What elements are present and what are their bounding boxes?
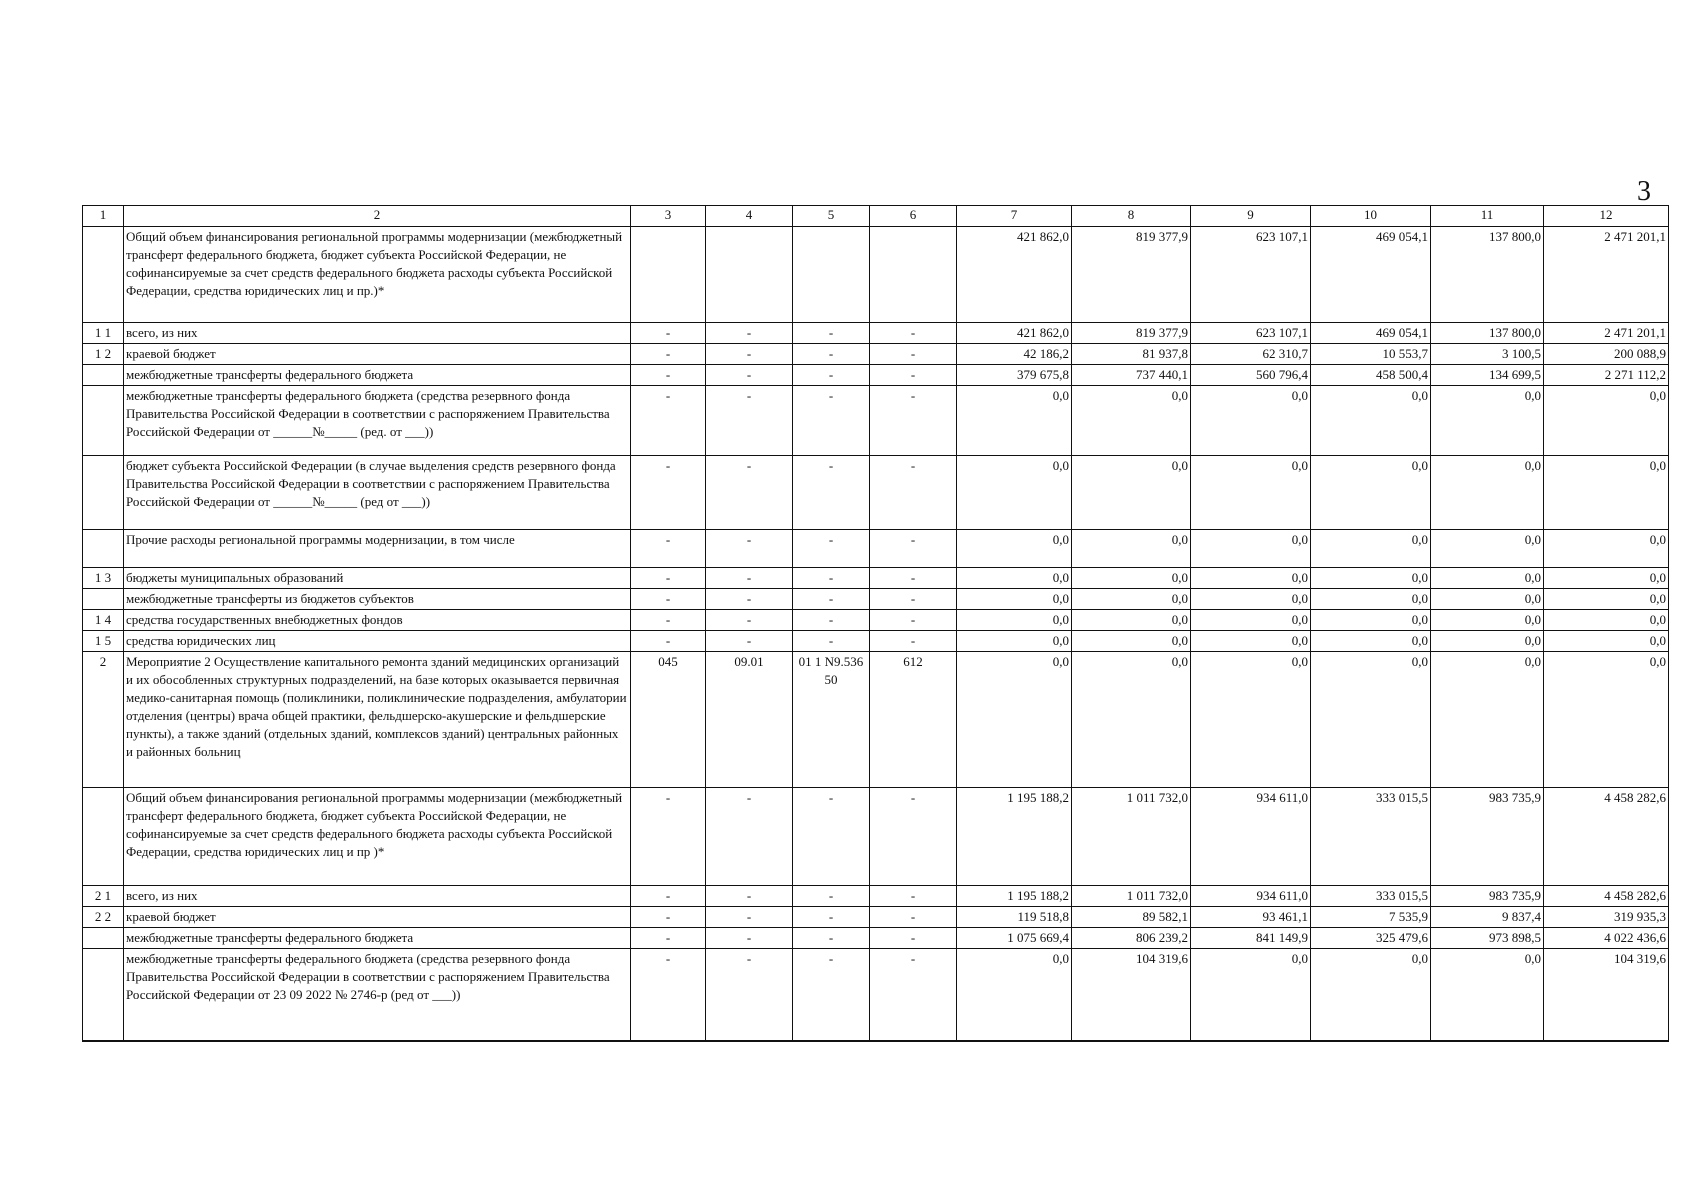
amount-col-11-cell: 0,0 [1431, 456, 1544, 530]
amount-col-8-cell: 1 011 732,0 [1072, 886, 1191, 907]
target-article-cell: - [793, 386, 870, 456]
section-code-cell: - [706, 323, 793, 344]
expense-type-cell: - [870, 788, 957, 886]
amount-col-8-cell: 0,0 [1072, 568, 1191, 589]
column-header: 12 [1544, 206, 1669, 227]
row-index [83, 589, 124, 610]
amount-col-8-cell: 104 319,6 [1072, 949, 1191, 1041]
amount-col-12-cell: 2 471 201,1 [1544, 323, 1669, 344]
amount-col-9-cell: 0,0 [1191, 652, 1311, 788]
amount-col-12-cell: 104 319,6 [1544, 949, 1669, 1041]
column-header: 10 [1311, 206, 1431, 227]
target-article-cell: 01 1 N9.536 50 [793, 652, 870, 788]
amount-col-9-cell: 934 611,0 [1191, 886, 1311, 907]
amount-col-7-cell: 1 195 188,2 [957, 886, 1072, 907]
amount-col-10-cell: 0,0 [1311, 652, 1431, 788]
section-code-cell: - [706, 886, 793, 907]
target-article-cell: - [793, 344, 870, 365]
row-index [83, 928, 124, 949]
amount-col-7-cell: 0,0 [957, 589, 1072, 610]
amount-col-10-cell: 325 479,6 [1311, 928, 1431, 949]
amount-col-8-cell: 819 377,9 [1072, 323, 1191, 344]
amount-col-11-cell: 983 735,9 [1431, 788, 1544, 886]
expense-type-cell: - [870, 344, 957, 365]
amount-col-11-cell: 0,0 [1431, 631, 1544, 652]
page-number: 3 [1637, 176, 1651, 207]
section-code-cell: - [706, 365, 793, 386]
chapter-code-cell: - [631, 323, 706, 344]
amount-col-8-cell: 0,0 [1072, 589, 1191, 610]
row-description: средства юридических лиц [124, 631, 631, 652]
amount-col-9-cell: 0,0 [1191, 631, 1311, 652]
amount-col-7-cell: 421 862,0 [957, 323, 1072, 344]
section-code-cell: - [706, 907, 793, 928]
amount-col-8-cell: 1 011 732,0 [1072, 788, 1191, 886]
chapter-code-cell: - [631, 568, 706, 589]
row-description: бюджеты муниципальных образований [124, 568, 631, 589]
amount-col-11-cell: 973 898,5 [1431, 928, 1544, 949]
target-article-cell: - [793, 907, 870, 928]
row-index: 2 [83, 652, 124, 788]
row-description: всего, из них [124, 886, 631, 907]
row-description: краевой бюджет [124, 907, 631, 928]
amount-col-8-cell: 0,0 [1072, 652, 1191, 788]
amount-col-9-cell: 0,0 [1191, 949, 1311, 1041]
section-code-cell: - [706, 568, 793, 589]
amount-col-9-cell: 0,0 [1191, 386, 1311, 456]
expense-type-cell: - [870, 456, 957, 530]
table-row [83, 928, 1669, 949]
amount-col-10-cell: 469 054,1 [1311, 323, 1431, 344]
amount-col-11-cell: 137 800,0 [1431, 227, 1544, 323]
expense-type-cell: - [870, 386, 957, 456]
amount-col-7-cell: 379 675,8 [957, 365, 1072, 386]
amount-col-7-cell: 42 186,2 [957, 344, 1072, 365]
amount-col-9-cell: 62 310,7 [1191, 344, 1311, 365]
amount-col-11-cell: 0,0 [1431, 530, 1544, 568]
target-article-cell: - [793, 323, 870, 344]
target-article-cell: - [793, 365, 870, 386]
amount-col-12-cell: 0,0 [1544, 589, 1669, 610]
amount-col-10-cell: 0,0 [1311, 456, 1431, 530]
expense-type-cell: - [870, 323, 957, 344]
amount-col-9-cell: 841 149,9 [1191, 928, 1311, 949]
target-article-cell: - [793, 886, 870, 907]
amount-col-10-cell: 333 015,5 [1311, 886, 1431, 907]
table-row [83, 949, 1669, 1041]
row-description: всего, из них [124, 323, 631, 344]
amount-col-12-cell: 4 022 436,6 [1544, 928, 1669, 949]
row-index [83, 227, 124, 323]
amount-col-12-cell: 0,0 [1544, 386, 1669, 456]
amount-col-7-cell: 0,0 [957, 631, 1072, 652]
section-code-cell [706, 227, 793, 323]
amount-col-8-cell: 0,0 [1072, 456, 1191, 530]
column-header: 2 [124, 206, 631, 227]
expense-type-cell: - [870, 928, 957, 949]
target-article-cell: - [793, 788, 870, 886]
target-article-cell: - [793, 456, 870, 530]
amount-col-11-cell: 137 800,0 [1431, 323, 1544, 344]
expense-type-cell: - [870, 530, 957, 568]
chapter-code-cell: - [631, 788, 706, 886]
chapter-code-cell: - [631, 610, 706, 631]
amount-col-11-cell: 9 837,4 [1431, 907, 1544, 928]
row-description: Мероприятие 2 Осуществление капитального ремонта зданий медицинских организаций и их обособленных структурных подразделений, на базе которых оказывается первичная медико-санитарная помощь (поликлиники, поликлинические подразделения, амбулатории отделения (центры) врача общей практики, фельдшерско-акушерские и фельдшерские пункты), а также зданий (отдельных зданий, комплексов зданий) центральных районных и районных больниц [124, 652, 631, 788]
section-code-cell: - [706, 456, 793, 530]
amount-col-11-cell: 0,0 [1431, 589, 1544, 610]
header-row [83, 206, 1669, 227]
table-body [83, 227, 1669, 1041]
amount-col-9-cell: 560 796,4 [1191, 365, 1311, 386]
table-row [83, 344, 1669, 365]
chapter-code-cell: - [631, 386, 706, 456]
amount-col-8-cell: 819 377,9 [1072, 227, 1191, 323]
column-header: 11 [1431, 206, 1544, 227]
column-header: 6 [870, 206, 957, 227]
row-index: 1 4 [83, 610, 124, 631]
amount-col-7-cell: 1 195 188,2 [957, 788, 1072, 886]
section-code-cell: - [706, 344, 793, 365]
amount-col-7-cell: 1 075 669,4 [957, 928, 1072, 949]
target-article-cell [793, 227, 870, 323]
row-index [83, 788, 124, 886]
amount-col-10-cell: 0,0 [1311, 589, 1431, 610]
amount-col-12-cell: 2 271 112,2 [1544, 365, 1669, 386]
row-description: межбюджетные трансферты федерального бюджета [124, 365, 631, 386]
amount-col-12-cell: 4 458 282,6 [1544, 886, 1669, 907]
chapter-code-cell: - [631, 530, 706, 568]
amount-col-11-cell: 0,0 [1431, 386, 1544, 456]
amount-col-8-cell: 0,0 [1072, 631, 1191, 652]
section-code-cell: - [706, 589, 793, 610]
table-row [83, 386, 1669, 456]
expense-type-cell: - [870, 631, 957, 652]
amount-col-10-cell: 0,0 [1311, 530, 1431, 568]
expense-type-cell: - [870, 610, 957, 631]
amount-col-8-cell: 0,0 [1072, 610, 1191, 631]
amount-col-12-cell: 0,0 [1544, 631, 1669, 652]
amount-col-11-cell: 983 735,9 [1431, 886, 1544, 907]
amount-col-12-cell: 0,0 [1544, 610, 1669, 631]
row-index: 2 2 [83, 907, 124, 928]
amount-col-10-cell: 0,0 [1311, 386, 1431, 456]
table-row [83, 788, 1669, 886]
amount-col-10-cell: 10 553,7 [1311, 344, 1431, 365]
expense-type-cell: - [870, 589, 957, 610]
table-row [83, 568, 1669, 589]
amount-col-12-cell: 0,0 [1544, 652, 1669, 788]
table-row [83, 323, 1669, 344]
amount-col-12-cell: 0,0 [1544, 456, 1669, 530]
expense-type-cell: - [870, 365, 957, 386]
amount-col-7-cell: 0,0 [957, 530, 1072, 568]
row-index: 1 1 [83, 323, 124, 344]
amount-col-8-cell: 0,0 [1072, 530, 1191, 568]
amount-col-7-cell: 0,0 [957, 568, 1072, 589]
row-description: средства государственных внебюджетных фондов [124, 610, 631, 631]
target-article-cell: - [793, 949, 870, 1041]
amount-col-11-cell: 0,0 [1431, 610, 1544, 631]
expense-type-cell: - [870, 886, 957, 907]
amount-col-11-cell: 134 699,5 [1431, 365, 1544, 386]
row-description: межбюджетные трансферты из бюджетов субъектов [124, 589, 631, 610]
section-code-cell: - [706, 631, 793, 652]
row-description: Общий объем финансирования региональной программы модернизации (межбюджетный трансферт федерального бюджета, бюджет субъекта Российской Федерации, не софинансируемые за счет средств федерального бюджета расходы субъекта Российской Федерации, средства юридических лиц и пр.)* [124, 227, 631, 323]
table-row [83, 365, 1669, 386]
amount-col-11-cell: 3 100,5 [1431, 344, 1544, 365]
section-code-cell: 09.01 [706, 652, 793, 788]
amount-col-7-cell: 0,0 [957, 456, 1072, 530]
chapter-code-cell: - [631, 365, 706, 386]
table-header [83, 206, 1669, 227]
amount-col-9-cell: 623 107,1 [1191, 323, 1311, 344]
expense-type-cell [870, 227, 957, 323]
row-index [83, 456, 124, 530]
amount-col-11-cell: 0,0 [1431, 568, 1544, 589]
amount-col-12-cell: 0,0 [1544, 530, 1669, 568]
column-header: 9 [1191, 206, 1311, 227]
section-code-cell: - [706, 928, 793, 949]
amount-col-9-cell: 623 107,1 [1191, 227, 1311, 323]
amount-col-10-cell: 0,0 [1311, 568, 1431, 589]
expense-type-cell: - [870, 568, 957, 589]
target-article-cell: - [793, 610, 870, 631]
row-index [83, 365, 124, 386]
amount-col-12-cell: 0,0 [1544, 568, 1669, 589]
row-description: межбюджетные трансферты федерального бюджета [124, 928, 631, 949]
row-index [83, 949, 124, 1041]
amount-col-7-cell: 0,0 [957, 386, 1072, 456]
chapter-code-cell: - [631, 456, 706, 530]
row-description: межбюджетные трансферты федерального бюджета (средства резервного фонда Правительства Российской Федерации в соответствии с распоряжением Правительства Российской Федерации от ______№_____ (ред. от ___)) [124, 386, 631, 456]
amount-col-10-cell: 0,0 [1311, 949, 1431, 1041]
amount-col-12-cell: 319 935,3 [1544, 907, 1669, 928]
row-description: бюджет субъекта Российской Федерации (в случае выделения средств резервного фонда Правительства Российской Федерации в соответствии с распоряжением Правительства Российской Федерации от ______№_____ (ред от ___)) [124, 456, 631, 530]
table-row [83, 907, 1669, 928]
row-index: 1 3 [83, 568, 124, 589]
target-article-cell: - [793, 928, 870, 949]
chapter-code-cell: 045 [631, 652, 706, 788]
financing-table [82, 205, 1669, 1042]
expense-type-cell: - [870, 907, 957, 928]
column-header: 5 [793, 206, 870, 227]
column-header: 8 [1072, 206, 1191, 227]
column-header: 4 [706, 206, 793, 227]
chapter-code-cell: - [631, 928, 706, 949]
chapter-code-cell: - [631, 631, 706, 652]
table-row [83, 456, 1669, 530]
expense-type-cell: - [870, 949, 957, 1041]
column-header: 1 [83, 206, 124, 227]
row-index [83, 530, 124, 568]
target-article-cell: - [793, 568, 870, 589]
expense-type-cell: 612 [870, 652, 957, 788]
amount-col-12-cell: 200 088,9 [1544, 344, 1669, 365]
amount-col-7-cell: 421 862,0 [957, 227, 1072, 323]
section-code-cell: - [706, 949, 793, 1041]
chapter-code-cell: - [631, 589, 706, 610]
row-index: 1 5 [83, 631, 124, 652]
table-row [83, 227, 1669, 323]
amount-col-9-cell: 93 461,1 [1191, 907, 1311, 928]
amount-col-9-cell: 0,0 [1191, 610, 1311, 631]
row-index: 2 1 [83, 886, 124, 907]
amount-col-7-cell: 0,0 [957, 949, 1072, 1041]
section-code-cell: - [706, 530, 793, 568]
amount-col-7-cell: 119 518,8 [957, 907, 1072, 928]
amount-col-10-cell: 458 500,4 [1311, 365, 1431, 386]
table-row [83, 610, 1669, 631]
amount-col-8-cell: 89 582,1 [1072, 907, 1191, 928]
section-code-cell: - [706, 610, 793, 631]
row-description: Общий объем финансирования региональной программы модернизации (межбюджетный трансферт федерального бюджета, бюджет субъекта Российской Федерации, не софинансируемые за счет средств федерального бюджета расходы субъекта Российской Федерации, средства юридических лиц и пр )* [124, 788, 631, 886]
amount-col-9-cell: 0,0 [1191, 568, 1311, 589]
target-article-cell: - [793, 589, 870, 610]
chapter-code-cell: - [631, 886, 706, 907]
amount-col-12-cell: 2 471 201,1 [1544, 227, 1669, 323]
target-article-cell: - [793, 631, 870, 652]
table-row [83, 530, 1669, 568]
section-code-cell: - [706, 386, 793, 456]
table-row [83, 589, 1669, 610]
amount-col-8-cell: 81 937,8 [1072, 344, 1191, 365]
chapter-code-cell: - [631, 907, 706, 928]
amount-col-7-cell: 0,0 [957, 610, 1072, 631]
target-article-cell: - [793, 530, 870, 568]
section-code-cell: - [706, 788, 793, 886]
amount-col-11-cell: 0,0 [1431, 652, 1544, 788]
amount-col-9-cell: 934 611,0 [1191, 788, 1311, 886]
amount-col-9-cell: 0,0 [1191, 589, 1311, 610]
amount-col-10-cell: 333 015,5 [1311, 788, 1431, 886]
column-header: 3 [631, 206, 706, 227]
amount-col-12-cell: 4 458 282,6 [1544, 788, 1669, 886]
amount-col-9-cell: 0,0 [1191, 530, 1311, 568]
chapter-code-cell: - [631, 344, 706, 365]
chapter-code-cell: - [631, 949, 706, 1041]
table-row [83, 631, 1669, 652]
row-description: межбюджетные трансферты федерального бюджета (средства резервного фонда Правительства Российской Федерации в соответствии с распоряжением Правительства Российской Федерации от 23 09 2022 № 2746-р (ред от ___)) [124, 949, 631, 1041]
row-index: 1 2 [83, 344, 124, 365]
row-description: Прочие расходы региональной программы модернизации, в том числе [124, 530, 631, 568]
amount-col-7-cell: 0,0 [957, 652, 1072, 788]
amount-col-10-cell: 0,0 [1311, 631, 1431, 652]
amount-col-8-cell: 0,0 [1072, 386, 1191, 456]
table-row [83, 886, 1669, 907]
column-header: 7 [957, 206, 1072, 227]
amount-col-10-cell: 7 535,9 [1311, 907, 1431, 928]
table-row [83, 652, 1669, 788]
amount-col-8-cell: 806 239,2 [1072, 928, 1191, 949]
amount-col-11-cell: 0,0 [1431, 949, 1544, 1041]
amount-col-8-cell: 737 440,1 [1072, 365, 1191, 386]
amount-col-10-cell: 0,0 [1311, 610, 1431, 631]
chapter-code-cell [631, 227, 706, 323]
amount-col-9-cell: 0,0 [1191, 456, 1311, 530]
row-index [83, 386, 124, 456]
amount-col-10-cell: 469 054,1 [1311, 227, 1431, 323]
row-description: краевой бюджет [124, 344, 631, 365]
